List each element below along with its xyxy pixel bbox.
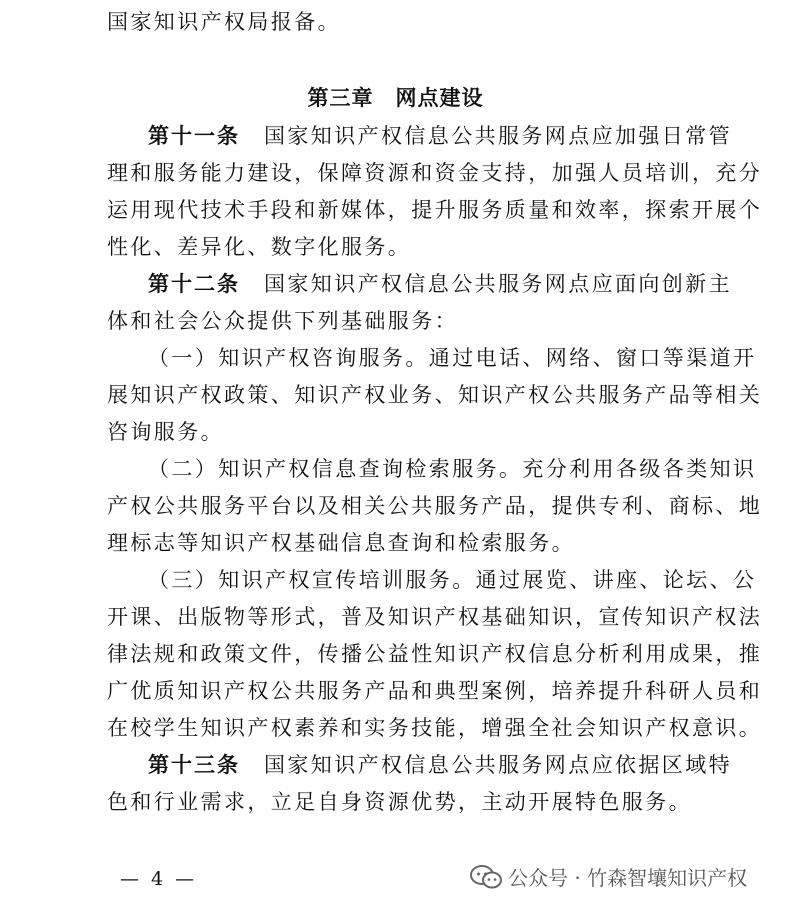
article-13-line: [148, 751, 732, 779]
wechat-icon: [470, 864, 502, 890]
text-line: 律法规和政策文件，传播公益性知识产权信息分析利用成果，推: [107, 642, 763, 666]
text-line: 展知识产权政策、知识产权业务、知识产权公共服务产品等相关: [107, 383, 763, 407]
text-line: 国家知识产权局报备。: [107, 10, 341, 34]
text-line: 色和行业需求，立足自身资源优势，主动开展特色服务。: [107, 790, 692, 814]
watermark: [470, 862, 747, 891]
article-13-label: 第十三条: [148, 752, 240, 777]
page-number: — 4 —: [120, 868, 198, 890]
text-line: 开课、出版物等形式，普及知识产权基础知识，宣传知识产权法: [107, 605, 763, 629]
text-line: 产权公共服务平台以及相关公共服务产品，提供专利、商标、地: [107, 494, 763, 518]
text-line: 性化、差异化、数字化服务。: [107, 235, 412, 259]
chapter-heading: 第三章 网点建设: [307, 85, 484, 110]
text-line: 国家知识产权信息公共服务网点应依据区域特: [264, 753, 732, 777]
article-12-line: [148, 270, 732, 298]
text-line: 国家知识产权信息公共服务网点应面向创新主: [264, 272, 732, 296]
watermark-text: 公众号 · 竹森智壤知识产权: [508, 866, 748, 890]
text-line: 理标志等知识产权基础信息查询和检索服务。: [107, 531, 575, 555]
text-line: 广优质知识产权公共服务产品和典型案例，培养提升科研人员和: [107, 679, 763, 703]
text-line: （二）知识产权信息查询检索服务。充分利用各级各类知识: [148, 457, 757, 481]
text-line: 国家知识产权信息公共服务网点应加强日常管: [264, 124, 732, 148]
article-11-line: [148, 122, 732, 150]
text-line: 运用现代技术手段和新媒体，提升服务质量和效率，探索开展个: [107, 198, 763, 222]
article-12-label: 第十二条: [148, 271, 240, 296]
text-line: 体和社会公众提供下列基础服务：: [107, 309, 458, 333]
text-line: 理和服务能力建设，保障资源和资金支持，加强人员培训，充分: [107, 161, 763, 185]
text-line: （一）知识产权咨询服务。通过电话、网络、窗口等渠道开: [148, 346, 757, 370]
text-line: 咨询服务。: [107, 420, 224, 444]
text-line: 在校学生知识产权素养和实务技能，增强全社会知识产权意识。: [107, 716, 763, 740]
text-line: （三）知识产权宣传培训服务。通过展览、讲座、论坛、公: [148, 568, 757, 592]
article-11-label: 第十一条: [148, 123, 240, 148]
